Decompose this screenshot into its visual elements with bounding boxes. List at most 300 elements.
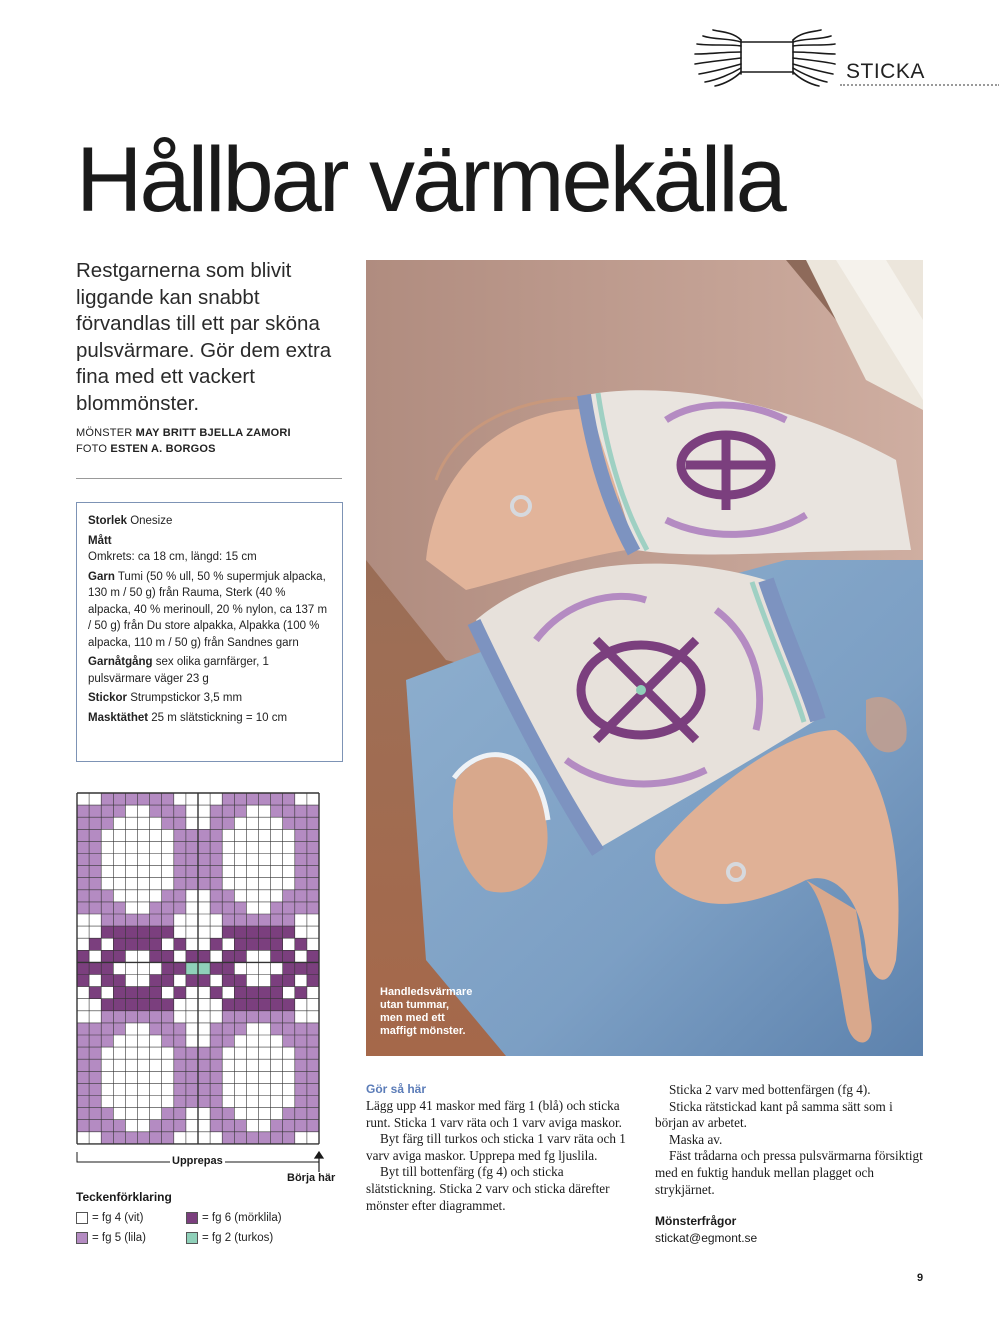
- chart-cell: [198, 1047, 210, 1059]
- chart-cell: [162, 829, 174, 841]
- chart-cell: [210, 1071, 222, 1083]
- chart-cell: [259, 1108, 271, 1120]
- article-title: Hållbar värmekälla: [76, 129, 784, 231]
- chart-cell: [89, 1071, 101, 1083]
- chart-cell: [113, 987, 125, 999]
- chart-cell: [77, 962, 89, 974]
- chart-cell: [89, 987, 101, 999]
- chart-cell: [77, 1023, 89, 1035]
- chart-grid: [77, 793, 319, 1144]
- chart-cell: [295, 1011, 307, 1023]
- chart-cell: [101, 1096, 113, 1108]
- chart-cell: [234, 817, 246, 829]
- chart-cell: [271, 1120, 283, 1132]
- chart-cell: [150, 1011, 162, 1023]
- chart-cell: [271, 890, 283, 902]
- photo-caption: [380, 986, 490, 1038]
- chart-cell: [113, 854, 125, 866]
- chart-cell: [138, 1132, 150, 1144]
- chart-cell: [246, 1108, 258, 1120]
- chart-cell: [89, 805, 101, 817]
- chart-cell: [198, 987, 210, 999]
- chart-cell: [295, 793, 307, 805]
- chart-cell: [222, 805, 234, 817]
- chart-cell: [283, 841, 295, 853]
- chart-cell: [125, 950, 137, 962]
- chart-cell: [234, 1023, 246, 1035]
- chart-cell: [89, 926, 101, 938]
- chart-cell: [198, 962, 210, 974]
- chart-cell: [283, 926, 295, 938]
- chart-cell: [89, 829, 101, 841]
- chart-cell: [174, 878, 186, 890]
- chart-cell: [246, 890, 258, 902]
- chart-cell: [150, 1035, 162, 1047]
- start-here-label: Börja här: [287, 1172, 336, 1184]
- chart-cell: [150, 878, 162, 890]
- chart-cell: [138, 950, 150, 962]
- chart-cell: [125, 1108, 137, 1120]
- chart-cell: [295, 841, 307, 853]
- chart-cell: [198, 1132, 210, 1144]
- chart-cell: [174, 938, 186, 950]
- chart-cell: [307, 938, 319, 950]
- chart-cell: [307, 1096, 319, 1108]
- chart-cell: [271, 793, 283, 805]
- chart-cell: [198, 926, 210, 938]
- chart-cell: [113, 1011, 125, 1023]
- legend-item-white: [76, 1212, 143, 1224]
- chart-cell: [283, 866, 295, 878]
- chart-cell: [210, 1047, 222, 1059]
- chart-cell: [125, 999, 137, 1011]
- chart-cell: [246, 1083, 258, 1095]
- chart-cell: [150, 1059, 162, 1071]
- chart-cell: [222, 975, 234, 987]
- paragraph: Maska av.: [669, 1131, 723, 1147]
- chart-cell: [259, 1011, 271, 1023]
- chart-cell: [295, 1047, 307, 1059]
- chart-cell: [138, 1120, 150, 1132]
- chart-cell: [234, 962, 246, 974]
- chart-cell: [210, 914, 222, 926]
- chart-cell: [307, 1132, 319, 1144]
- credit-pattern: [76, 427, 291, 439]
- chart-cell: [283, 1047, 295, 1059]
- chart-cell: [271, 975, 283, 987]
- chart-cell: [222, 1047, 234, 1059]
- paragraph: Byt färg till turkos och sticka 1 varv räta och 1 varv aviga maskor. Upprepa med fg ljuslila.: [366, 1131, 626, 1163]
- chart-cell: [222, 962, 234, 974]
- chart-cell: [246, 829, 258, 841]
- chart-cell: [125, 1083, 137, 1095]
- chart-cell: [89, 1108, 101, 1120]
- chart-cell: [174, 890, 186, 902]
- chart-cell: [150, 950, 162, 962]
- chart-cell: [174, 1035, 186, 1047]
- chart-cell: [246, 975, 258, 987]
- chart-cell: [271, 1035, 283, 1047]
- chart-cell: [234, 854, 246, 866]
- chart-cell: [186, 1120, 198, 1132]
- chart-cell: [222, 878, 234, 890]
- chart-cell: [259, 890, 271, 902]
- chart-cell: [101, 890, 113, 902]
- chart-cell: [198, 817, 210, 829]
- chart-cell: [101, 975, 113, 987]
- chart-cell: [295, 950, 307, 962]
- chart-cell: [77, 1108, 89, 1120]
- chart-cell: [150, 975, 162, 987]
- chart-cell: [259, 854, 271, 866]
- chart-cell: [138, 793, 150, 805]
- legend-item-turquoise: [186, 1232, 273, 1244]
- caption-line: men med ett: [380, 1012, 445, 1024]
- chart-cell: [125, 1059, 137, 1071]
- chart-cell: [125, 793, 137, 805]
- chart-cell: [234, 950, 246, 962]
- chart-cell: [77, 1120, 89, 1132]
- chart-cell: [125, 914, 137, 926]
- chart-cell: [101, 1071, 113, 1083]
- chart-cell: [210, 829, 222, 841]
- chart-cell: [198, 938, 210, 950]
- swatch-purple-icon: [76, 1232, 88, 1244]
- chart-cell: [259, 829, 271, 841]
- chart-cell: [246, 878, 258, 890]
- chart-cell: [222, 793, 234, 805]
- chart-cell: [113, 1083, 125, 1095]
- chart-cell: [150, 829, 162, 841]
- chart-cell: [222, 1096, 234, 1108]
- chart-cell: [283, 878, 295, 890]
- chart-cell: [138, 902, 150, 914]
- chart-cell: [198, 793, 210, 805]
- chart-cell: [222, 926, 234, 938]
- chart-cell: [283, 950, 295, 962]
- chart-cell: [283, 938, 295, 950]
- chart-cell: [246, 1035, 258, 1047]
- chart-cell: [125, 1047, 137, 1059]
- instructions-column-2: [655, 1082, 923, 1198]
- legend-item-purple: [76, 1232, 146, 1244]
- chart-cell: [89, 914, 101, 926]
- chart-cell: [186, 902, 198, 914]
- chart-cell: [271, 866, 283, 878]
- chart-cell: [307, 817, 319, 829]
- chart-cell: [259, 1059, 271, 1071]
- chart-cell: [89, 878, 101, 890]
- chart-cell: [246, 1096, 258, 1108]
- chart-cell: [174, 914, 186, 926]
- chart-cell: [174, 1023, 186, 1035]
- chart-cell: [234, 878, 246, 890]
- chart-cell: [307, 962, 319, 974]
- chart-cell: [150, 1108, 162, 1120]
- chart-cell: [150, 1096, 162, 1108]
- chart-cell: [113, 1108, 125, 1120]
- legend-label: = fg 2 (turkos): [202, 1232, 274, 1244]
- chart-cell: [271, 999, 283, 1011]
- paragraph: Fäst trådarna och pressa pulsvärmarna försiktigt med en fuktig handuk mellan plagget och strykjärnet.: [655, 1148, 923, 1197]
- chart-cell: [283, 999, 295, 1011]
- legend-item-dark-purple: [186, 1212, 282, 1224]
- credit-photo: [76, 443, 216, 455]
- chart-cell: [210, 841, 222, 853]
- chart-cell: [174, 1108, 186, 1120]
- chart-cell: [210, 1132, 222, 1144]
- chart-cell: [150, 1132, 162, 1144]
- chart-cell: [210, 866, 222, 878]
- chart-cell: [101, 1023, 113, 1035]
- chart-cell: [210, 1023, 222, 1035]
- repeat-label: Upprepas: [172, 1155, 223, 1167]
- chart-cell: [77, 829, 89, 841]
- chart-cell: [198, 866, 210, 878]
- chart-cell: [271, 938, 283, 950]
- spec-text: Tumi (50 % ull, 50 % supermjuk alpacka, 130 m / 50 g) från Rauma, Sterk (40 % alpacka, 40 % merinoull, 20 % nylon, ca 137 m / 50 g) från Du store alpakka, Alpakka (100 % alpacka, 110 m / 50 g) från Sandnes garn: [88, 570, 328, 649]
- chart-cell: [89, 1096, 101, 1108]
- chart-cell: [77, 999, 89, 1011]
- chart-cell: [283, 1035, 295, 1047]
- knitting-chart: [76, 792, 326, 1182]
- chart-cell: [113, 962, 125, 974]
- chart-cell: [150, 914, 162, 926]
- chart-cell: [295, 817, 307, 829]
- chart-cell: [307, 805, 319, 817]
- chart-cell: [234, 841, 246, 853]
- chart-cell: [150, 793, 162, 805]
- chart-cell: [283, 1059, 295, 1071]
- article-intro: Restgarnerna som blivit liggande kan snabbt förvandlas till ett par sköna pulsvärmare. Gör dem extra fina med ett vackert blommönster.: [76, 259, 332, 415]
- questions-heading: Mönsterfrågor: [655, 1214, 737, 1228]
- chart-cell: [186, 999, 198, 1011]
- chart-cell: [198, 1083, 210, 1095]
- chart-cell: [113, 866, 125, 878]
- chart-cell: [138, 1096, 150, 1108]
- chart-cell: [125, 938, 137, 950]
- chart-cell: [101, 950, 113, 962]
- chart-cell: [174, 962, 186, 974]
- chart-cell: [307, 914, 319, 926]
- chart-cell: [222, 890, 234, 902]
- chart-cell: [271, 805, 283, 817]
- spec-text: 25 m slätstickning = 10 cm: [148, 711, 288, 724]
- chart-cell: [271, 1071, 283, 1083]
- chart-cell: [186, 914, 198, 926]
- chart-cell: [283, 817, 295, 829]
- chart-cell: [210, 793, 222, 805]
- chart-cell: [283, 1023, 295, 1035]
- chart-cell: [295, 975, 307, 987]
- chart-cell: [138, 1083, 150, 1095]
- chart-cell: [186, 1059, 198, 1071]
- chart-cell: [222, 1108, 234, 1120]
- chart-cell: [307, 902, 319, 914]
- chart-cell: [138, 866, 150, 878]
- chart-cell: [174, 866, 186, 878]
- instructions-heading: Gör så här: [366, 1082, 427, 1096]
- chart-cell: [307, 1011, 319, 1023]
- chart-cell: [283, 962, 295, 974]
- chart-cell: [186, 938, 198, 950]
- chart-cell: [307, 878, 319, 890]
- chart-cell: [234, 1011, 246, 1023]
- chart-cell: [77, 1035, 89, 1047]
- intro-divider: [76, 478, 342, 479]
- chart-cell: [186, 793, 198, 805]
- chart-cell: [150, 926, 162, 938]
- chart-cell: [210, 1108, 222, 1120]
- chart-cell: [162, 866, 174, 878]
- chart-cell: [162, 1132, 174, 1144]
- chart-cell: [246, 938, 258, 950]
- chart-cell: [246, 1120, 258, 1132]
- chart-cell: [222, 950, 234, 962]
- chart-cell: [222, 1132, 234, 1144]
- swatch-dark-purple-icon: [186, 1212, 198, 1224]
- chart-cell: [246, 793, 258, 805]
- chart-cell: [77, 841, 89, 853]
- chart-cell: [89, 866, 101, 878]
- chart-cell: [295, 1023, 307, 1035]
- chart-cell: [295, 1132, 307, 1144]
- chart-cell: [125, 1120, 137, 1132]
- chart-cell: [162, 841, 174, 853]
- chart-cell: [89, 854, 101, 866]
- chart-cell: [246, 926, 258, 938]
- chart-cell: [186, 854, 198, 866]
- chart-cell: [295, 1035, 307, 1047]
- chart-cell: [307, 1071, 319, 1083]
- chart-cell: [89, 975, 101, 987]
- instructions-column-1: [366, 1098, 634, 1214]
- chart-cell: [125, 854, 137, 866]
- chart-cell: [186, 950, 198, 962]
- chart-cell: [222, 829, 234, 841]
- chart-cell: [186, 1096, 198, 1108]
- chart-cell: [295, 1071, 307, 1083]
- chart-cell: [138, 987, 150, 999]
- chart-cell: [271, 987, 283, 999]
- chart-cell: [222, 1011, 234, 1023]
- chart-cell: [113, 805, 125, 817]
- chart-cell: [186, 1071, 198, 1083]
- chart-cell: [125, 841, 137, 853]
- chart-cell: [295, 878, 307, 890]
- chart-cell: [174, 1096, 186, 1108]
- chart-cell: [259, 841, 271, 853]
- chart-cell: [186, 1035, 198, 1047]
- chart-cell: [210, 805, 222, 817]
- chart-cell: [210, 854, 222, 866]
- chart-cell: [138, 1108, 150, 1120]
- chart-cell: [246, 805, 258, 817]
- chart-cell: [283, 1083, 295, 1095]
- chart-cell: [210, 926, 222, 938]
- paragraph: Sticka rätstickad kant på samma sätt som i början av arbetet.: [655, 1098, 893, 1131]
- paragraph: Sticka 2 varv med bottenfärgen (fg 4).: [669, 1082, 871, 1097]
- chart-cell: [295, 805, 307, 817]
- chart-cell: [307, 999, 319, 1011]
- chart-cell: [246, 914, 258, 926]
- chart-cell: [271, 902, 283, 914]
- chart-cell: [162, 950, 174, 962]
- chart-cell: [210, 817, 222, 829]
- chart-cell: [271, 1047, 283, 1059]
- chart-cell: [138, 817, 150, 829]
- chart-cell: [210, 950, 222, 962]
- legend-label: = fg 4 (vit): [92, 1212, 144, 1224]
- chart-cell: [198, 1023, 210, 1035]
- chart-cell: [113, 1120, 125, 1132]
- chart-cell: [162, 938, 174, 950]
- chart-cell: [138, 1059, 150, 1071]
- chart-cell: [246, 817, 258, 829]
- chart-cell: [283, 854, 295, 866]
- chart-cell: [138, 1035, 150, 1047]
- chart-cell: [259, 914, 271, 926]
- chart-cell: [271, 1059, 283, 1071]
- chart-cell: [101, 902, 113, 914]
- chart-cell: [186, 841, 198, 853]
- chart-cell: [125, 866, 137, 878]
- chart-cell: [259, 950, 271, 962]
- chart-cell: [125, 1035, 137, 1047]
- chart-cell: [259, 1096, 271, 1108]
- chart-cell: [307, 854, 319, 866]
- chart-cell: [101, 926, 113, 938]
- chart-cell: [138, 805, 150, 817]
- chart-cell: [174, 805, 186, 817]
- chart-cell: [125, 890, 137, 902]
- chart-cell: [271, 829, 283, 841]
- chart-cell: [113, 926, 125, 938]
- chart-cell: [174, 793, 186, 805]
- swatch-turquoise-icon: [186, 1232, 198, 1244]
- chart-cell: [198, 914, 210, 926]
- yarn-skein-icon: [693, 26, 837, 88]
- chart-cell: [222, 938, 234, 950]
- chart-cell: [150, 1083, 162, 1095]
- chart-cell: [283, 1108, 295, 1120]
- chart-cell: [125, 1023, 137, 1035]
- chart-cell: [162, 1035, 174, 1047]
- chart-cell: [162, 999, 174, 1011]
- chart-cell: [162, 1059, 174, 1071]
- chart-cell: [89, 1132, 101, 1144]
- chart-cell: [101, 878, 113, 890]
- chart-cell: [283, 793, 295, 805]
- page-number: 9: [917, 1272, 924, 1284]
- chart-cell: [234, 914, 246, 926]
- chart-cell: [259, 926, 271, 938]
- chart-cell: [307, 890, 319, 902]
- chart-cell: [113, 999, 125, 1011]
- chart-cell: [295, 938, 307, 950]
- chart-cell: [89, 950, 101, 962]
- swatch-white-icon: [76, 1212, 88, 1224]
- chart-cell: [101, 938, 113, 950]
- chart-cell: [283, 975, 295, 987]
- chart-cell: [150, 938, 162, 950]
- chart-cell: [89, 793, 101, 805]
- chart-cell: [307, 987, 319, 999]
- credit-photo-label: FOTO: [76, 443, 108, 455]
- chart-cell: [307, 1023, 319, 1035]
- chart-cell: [234, 1120, 246, 1132]
- chart-cell: [101, 1120, 113, 1132]
